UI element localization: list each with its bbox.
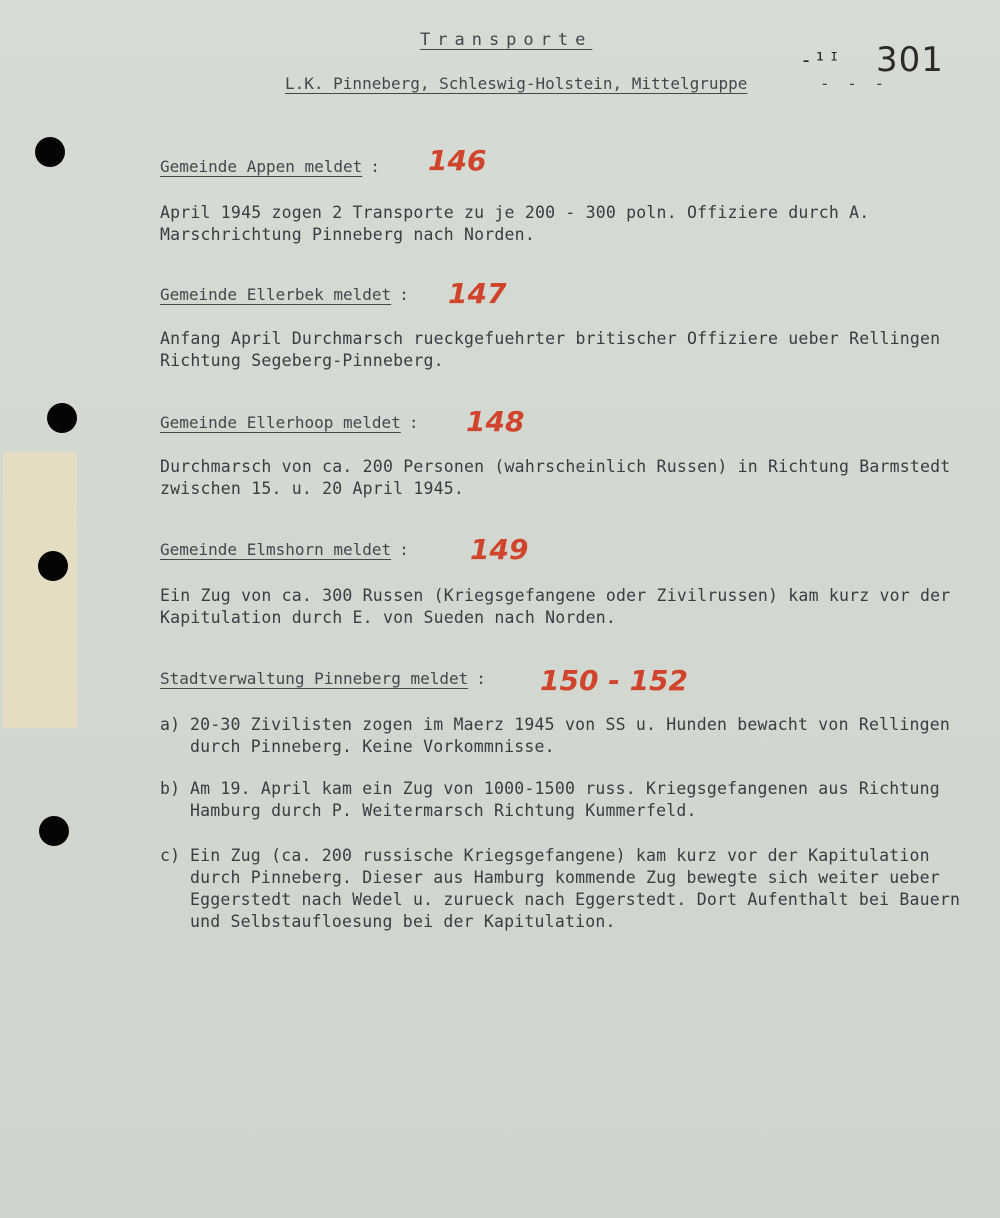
punch-hole (35, 137, 65, 167)
list-item (160, 778, 980, 822)
list-item-text: 20-30 Zivilisten zogen im Maerz 1945 von SS u. Hunden bewacht von Rellingen durch Pinneberg. Keine Vorkommnisse. (190, 715, 951, 756)
list-item (160, 714, 980, 758)
archive-dots: - - - (820, 74, 889, 93)
punch-hole (39, 816, 69, 846)
section-heading: Stadtverwaltung Pinneberg meldet : (160, 669, 486, 688)
document-title: Transporte (420, 30, 593, 50)
section-text: Anfang April Durchmarsch rueckgefuehrter britischer Offiziere ueber Rellingen Richtung Segeberg-Pinneberg. (160, 329, 941, 370)
section-heading: Gemeinde Elmshorn meldet : (160, 540, 409, 559)
section-text: Ein Zug von ca. 300 Russen (Kriegsgefangene oder Zivilrussen) kam kurz vor der Kapitulation durch E. von Sueden nach Norden. (160, 586, 951, 627)
section-number: 150 - 152 (540, 664, 689, 697)
list-item-text: Am 19. April kam ein Zug von 1000-1500 russ. Kriegsgefangenen aus Richtung Hamburg durch P. Weitermarsch Richtung Kummerfeld. (190, 779, 940, 820)
section-text: April 1945 zogen 2 Transporte zu je 200 - 300 poln. Offiziere durch A. Marschrichtung Pinneberg nach Norden. (160, 203, 870, 244)
section-heading: Gemeinde Ellerbek meldet : (160, 285, 409, 304)
section-number: 148 (466, 405, 525, 438)
list-marker: b) (160, 779, 181, 798)
page-number: 301 (876, 40, 944, 80)
list-item-text: Ein Zug (ca. 200 russische Kriegsgefangene) kam kurz vor der Kapitulation durch Pinneberg. Dieser aus Hamburg kommende Zug bewegte sich weiter ueber Eggerstedt nach Wedel u. zurueck nach Eggerstedt. Dort Aufenthalt bei Bauern und Selbstaufloesung bei der Kapitulation. (190, 846, 961, 931)
section-text: Durchmarsch von ca. 200 Personen (wahrscheinlich Russen) in Richtung Barmstedt zwischen 15. u. 20 April 1945. (160, 457, 951, 498)
punch-hole (47, 403, 77, 433)
list-marker: c) (160, 846, 181, 865)
punch-hole (38, 551, 68, 581)
tape-strip (3, 452, 77, 728)
document-subtitle: L.K. Pinneberg, Schleswig-Holstein, Mittelgruppe (285, 74, 748, 93)
archive-mark: -¹ᴵ (800, 48, 843, 72)
section-number: 146 (428, 144, 487, 177)
list-marker: a) (160, 715, 181, 734)
list-item (160, 845, 980, 933)
section-number: 147 (448, 277, 507, 310)
section-heading: Gemeinde Ellerhoop meldet : (160, 413, 419, 432)
section-heading: Gemeinde Appen meldet : (160, 157, 380, 176)
section-number: 149 (470, 533, 529, 566)
